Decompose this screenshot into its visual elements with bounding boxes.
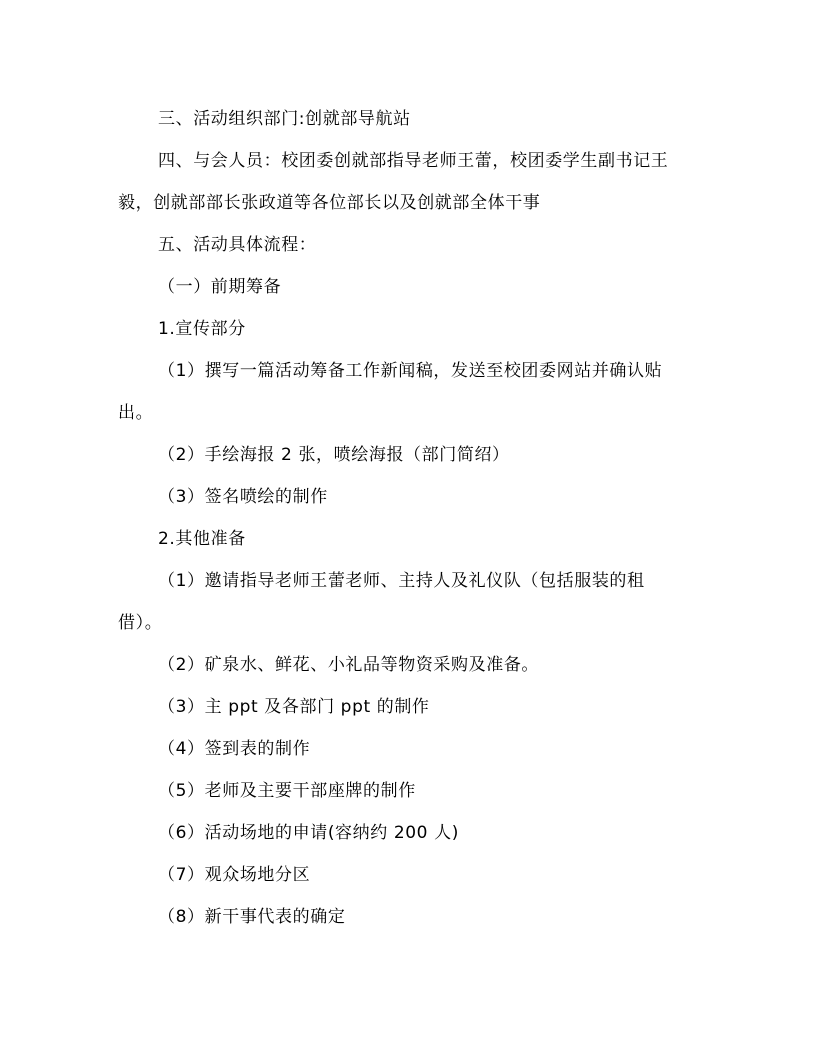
section-4-attendees: 四、与会人员：校团委创就部指导老师王蕾，校团委学生副书记王: [158, 151, 669, 171]
publicity-item-1-cont: 出。: [118, 403, 154, 423]
item-publicity: 1.宣传部分: [158, 319, 246, 339]
other-item-8: （8）新干事代表的确定: [158, 907, 346, 927]
subsection-preparation: （一）前期筹备: [158, 277, 282, 297]
section-5-process-heading: 五、活动具体流程：: [158, 235, 317, 255]
item-other-preparation: 2.其他准备: [158, 529, 246, 549]
other-item-1-cont: 借）。: [118, 613, 163, 633]
section-4-attendees-cont: 毅，创就部部长张政道等各位部长以及创就部全体干事: [118, 193, 541, 213]
publicity-item-2: （2）手绘海报 2 张，喷绘海报（部门简绍）: [158, 445, 510, 465]
publicity-item-1: （1）撰写一篇活动筹备工作新闻稿，发送至校团委网站并确认贴: [158, 361, 663, 381]
section-3-organizer: 三、活动组织部门:创就部导航站: [158, 109, 411, 129]
other-item-5: （5）老师及主要干部座牌的制作: [158, 781, 416, 801]
other-item-4: （4）签到表的制作: [158, 739, 311, 759]
other-item-7: （7）观众场地分区: [158, 865, 311, 885]
other-item-1: （1）邀请指导老师王蕾老师、主持人及礼仪队（包括服装的租: [158, 571, 645, 591]
publicity-item-3: （3）签名喷绘的制作: [158, 487, 328, 507]
other-item-2: （2）矿泉水、鲜花、小礼品等物资采购及准备。: [158, 655, 540, 675]
other-item-3: （3）主 ppt 及各部门 ppt 的制作: [158, 697, 430, 717]
other-item-6: （6）活动场地的申请(容纳约 200 人): [158, 823, 459, 843]
